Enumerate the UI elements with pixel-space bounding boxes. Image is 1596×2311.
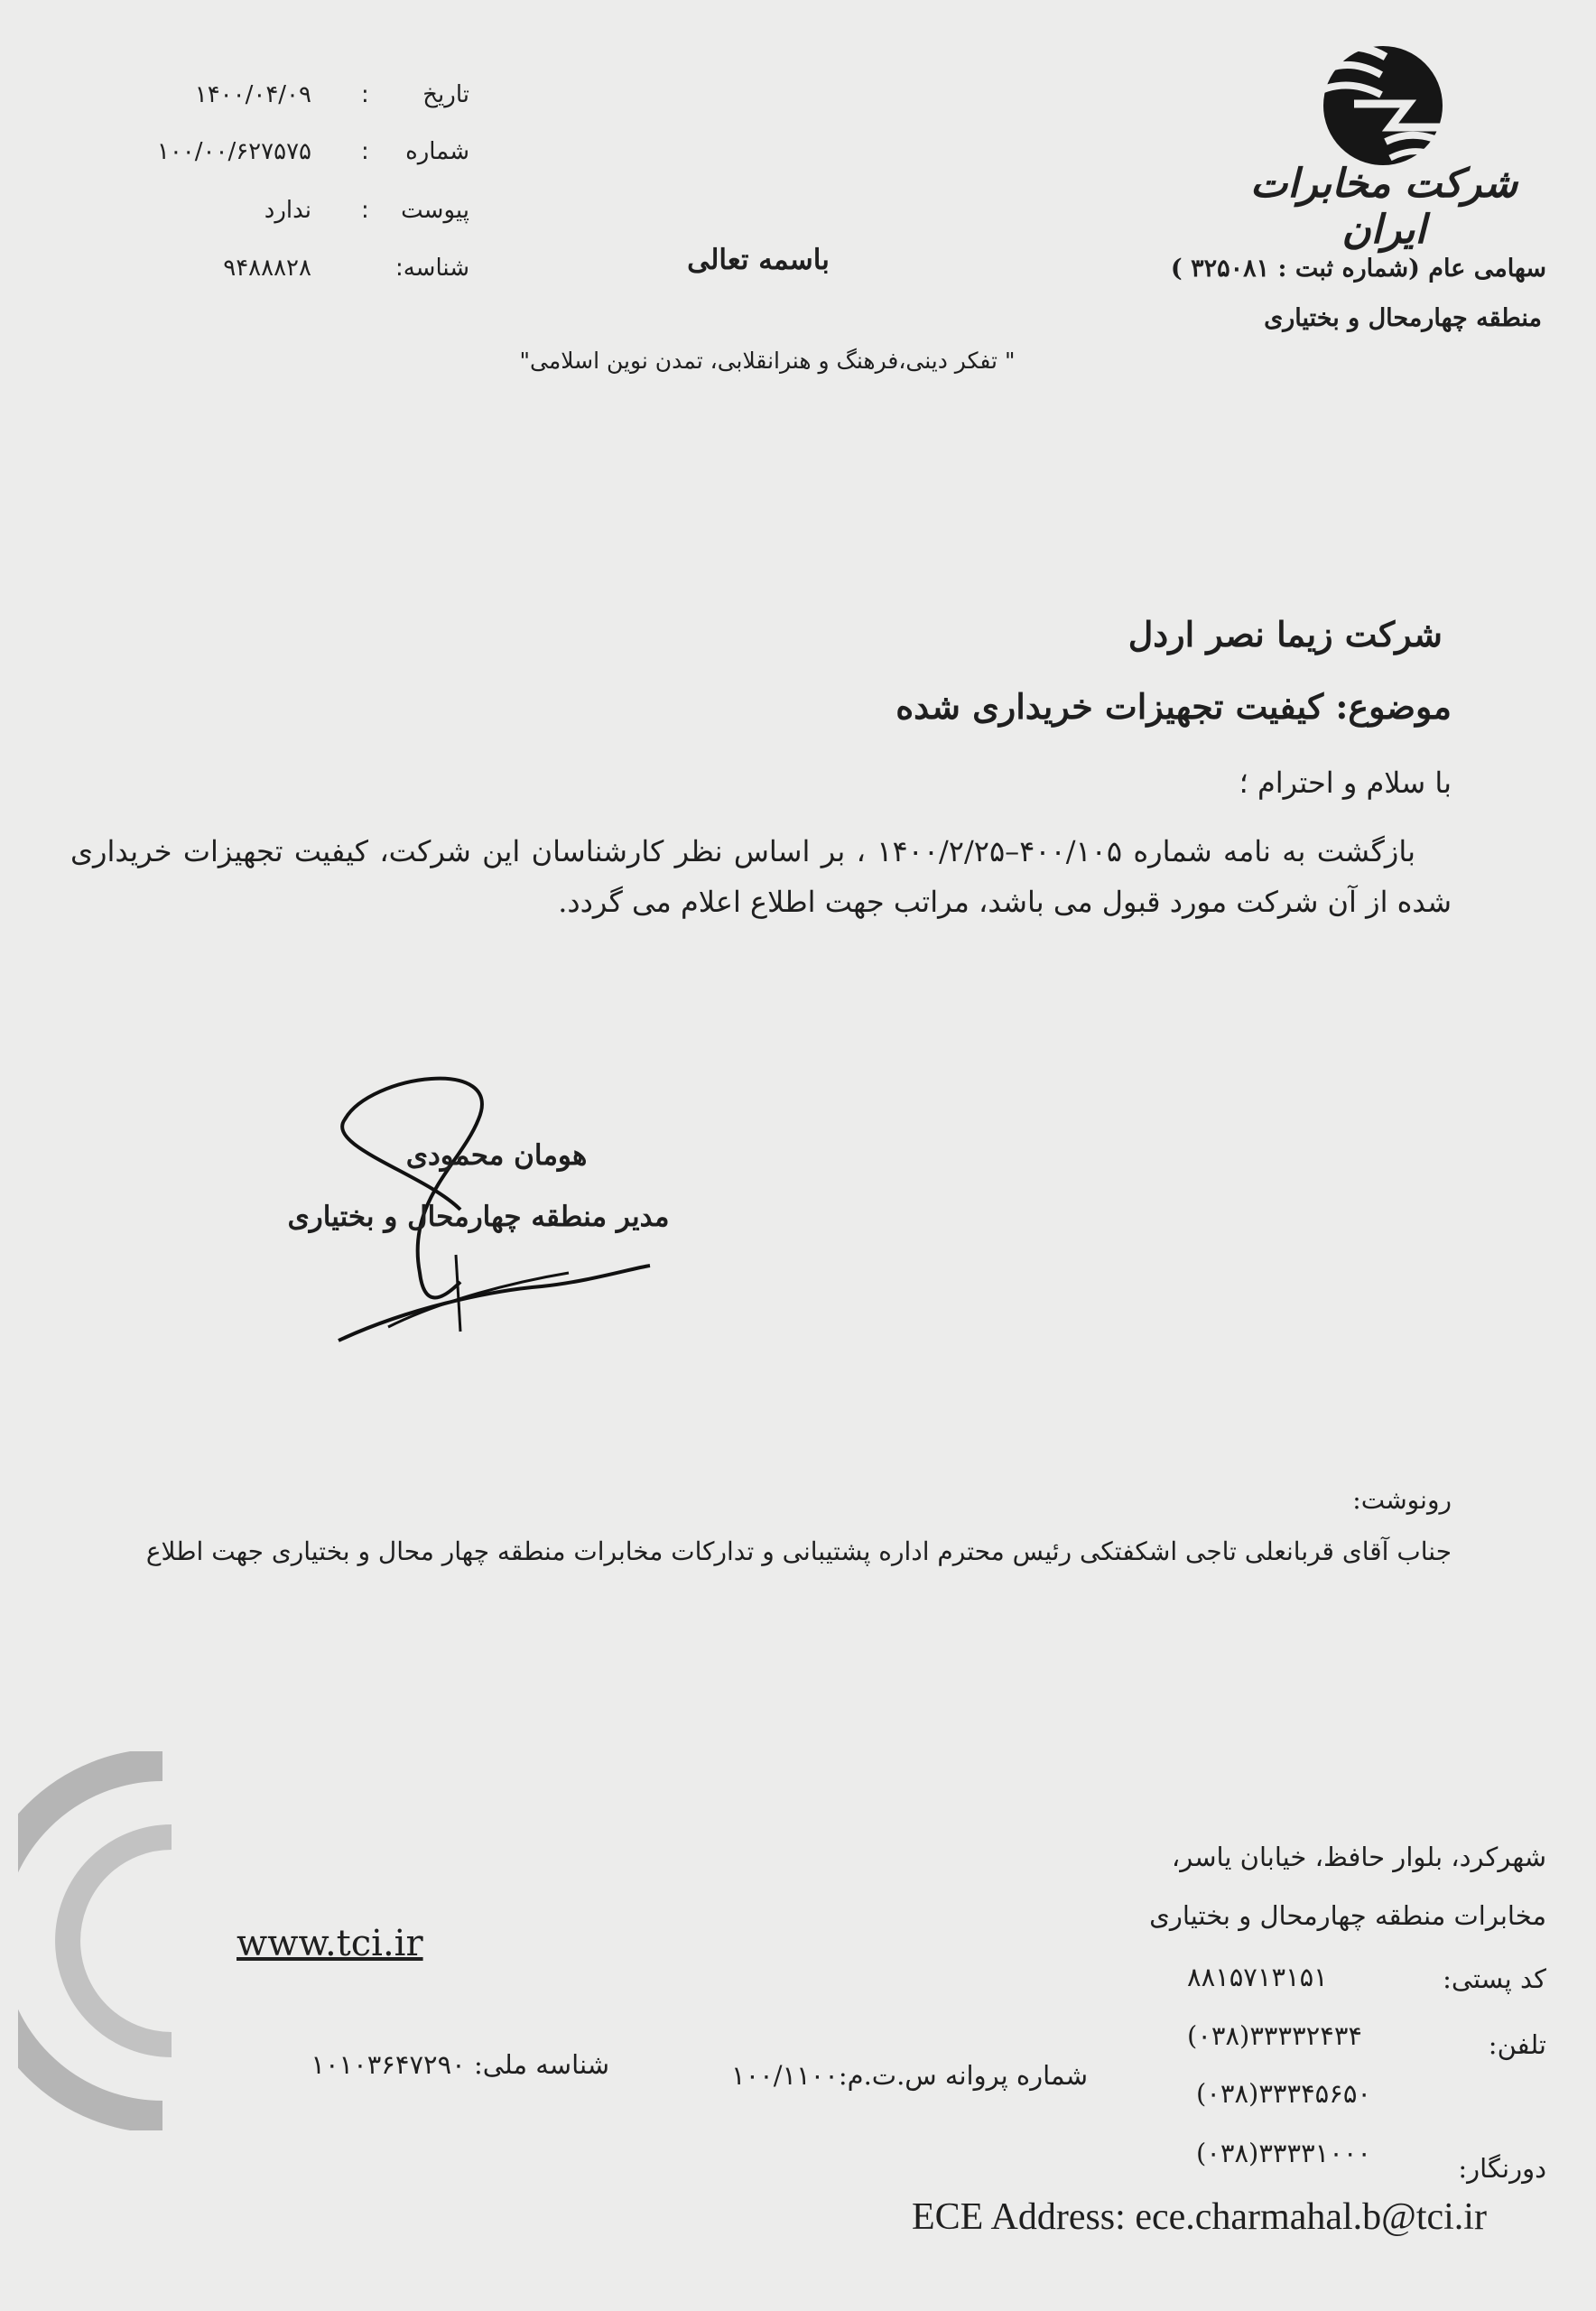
ece-address[interactable]: ECE Address: ece.charmahal.b@tci.ir	[912, 2196, 1487, 2238]
letter-body: بازگشت به نامه شماره ۴۰۰/۱۰۵–۱۴۰۰/۲/۲۵ ، بر اساس نظر کارشناسان این شرکت، کیفیت تجهیزات خریداری شده از آن شرکت مورد قبول می باشد، مراتب جهت اطلاع اعلام می گردد.	[70, 834, 1452, 919]
signer-name: هومان محمودی	[405, 1139, 588, 1172]
attachment-colon: :	[361, 197, 369, 224]
address-line2: مخابرات منطقه چهارمحال و بختیاری	[1149, 1900, 1546, 1931]
date-label: تاریخ	[422, 81, 469, 108]
national-id: شناسه ملی: ۱۰۱۰۳۶۴۷۲۹۰	[311, 2049, 609, 2080]
tci-watermark-arcs	[18, 1751, 181, 2130]
greeting: با سلام و احترام ؛	[1239, 766, 1452, 800]
subject: موضوع: کیفیت تجهیزات خریداری شده	[895, 686, 1452, 727]
postal-label: کد پستی:	[1443, 1963, 1546, 1994]
slogan: " تفکر دینی،فرهنگ و هنرانقلابی، تمدن نوین اسلامی"	[519, 348, 1016, 374]
registration-line: سهامی عام (شماره ثبت : ۳۲۵۰۸۱ )	[1170, 255, 1546, 283]
attachment-value: ندارد	[264, 197, 311, 224]
invocation: باسمه تعالی	[687, 244, 830, 276]
id-value: ۹۴۸۸۸۲۸	[223, 255, 311, 282]
tci-logo-icon	[1300, 41, 1453, 176]
recipient: شرکت زیما نصر اردل	[1127, 614, 1443, 654]
cc-label: رونوشت:	[1352, 1485, 1452, 1515]
signer-title: مدیر منطقه چهارمحال و بختیاری	[287, 1201, 670, 1233]
fax-value: (۰۳۸)۳۳۳۳۱۰۰۰	[1196, 2138, 1371, 2168]
phone-value-2: (۰۳۸)۳۳۳۴۵۶۵۰	[1196, 2078, 1371, 2109]
number-label: شماره	[405, 138, 469, 165]
region-line: منطقه چهارمحال و بختیاری	[1264, 304, 1542, 332]
address-line1: شهرکرد، بلوار حافظ، خیابان یاسر،	[1171, 1842, 1546, 1872]
phone-value-1: (۰۳۸)۳۳۳۳۲۴۳۴	[1187, 2020, 1362, 2051]
postal-value: ۸۸۱۵۷۱۳۱۵۱	[1187, 1962, 1328, 1992]
license-number: شماره پروانه س.ت.م:۱۰۰/۱۱۰۰	[731, 2060, 1088, 2091]
fax-label: دورنگار:	[1458, 2153, 1546, 2184]
id-label: شناسه:	[394, 255, 469, 282]
phone-label: تلفن:	[1488, 2029, 1546, 2060]
company-logo-text: شرکت مخابرات ایران	[1249, 161, 1518, 253]
attachment-label: پیوست	[401, 197, 469, 224]
cc-text: جناب آقای قربانعلی تاجی اشکفتکی رئیس محترم اداره پشتیبانی و تدارکات مخابرات منطقه چهار محال و بختیاری جهت اطلاع	[145, 1536, 1452, 1566]
date-colon: :	[361, 81, 369, 108]
website-link[interactable]: www.tci.ir	[237, 1923, 423, 1964]
number-colon: :	[361, 138, 369, 165]
number-value: ۱۰۰/۰۰/۶۲۷۵۷۵	[156, 138, 311, 165]
date-value: ۱۴۰۰/۰۴/۰۹	[194, 81, 311, 108]
